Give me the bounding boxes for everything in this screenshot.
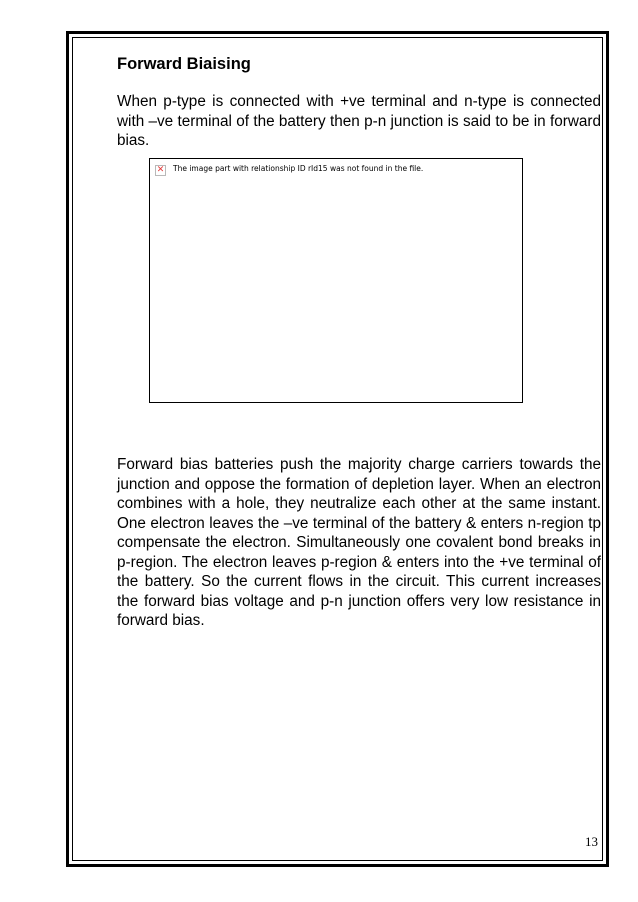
section-heading: Forward Biaising <box>117 55 251 73</box>
broken-image-icon: ✕ <box>156 165 165 175</box>
missing-image-message: The image part with relationship ID rId15 was not found in the file. <box>173 164 424 173</box>
missing-image-placeholder <box>149 158 523 403</box>
intro-paragraph: When p-type is connected with +ve terminal and n-type is connected with –ve terminal of the battery then p-n junction is said to be in forward bias. <box>117 93 601 149</box>
page-number: 13 <box>585 834 598 849</box>
explanation-paragraph: Forward bias batteries push the majority charge carriers towards the junction and oppose the formation of depletion layer. When an electron combines with a hole, they neutralize each other at the same instant. One electron leaves the –ve terminal of the battery & enters n-region tp compensate the electron. Simultaneously one covalent bond breaks in p-region. The electron leaves p-region & enters into the +ve terminal of the battery. So the current flows in the circuit. This current increases the forward bias voltage and p-n junction offers very low resistance in forward bias. <box>117 456 601 629</box>
